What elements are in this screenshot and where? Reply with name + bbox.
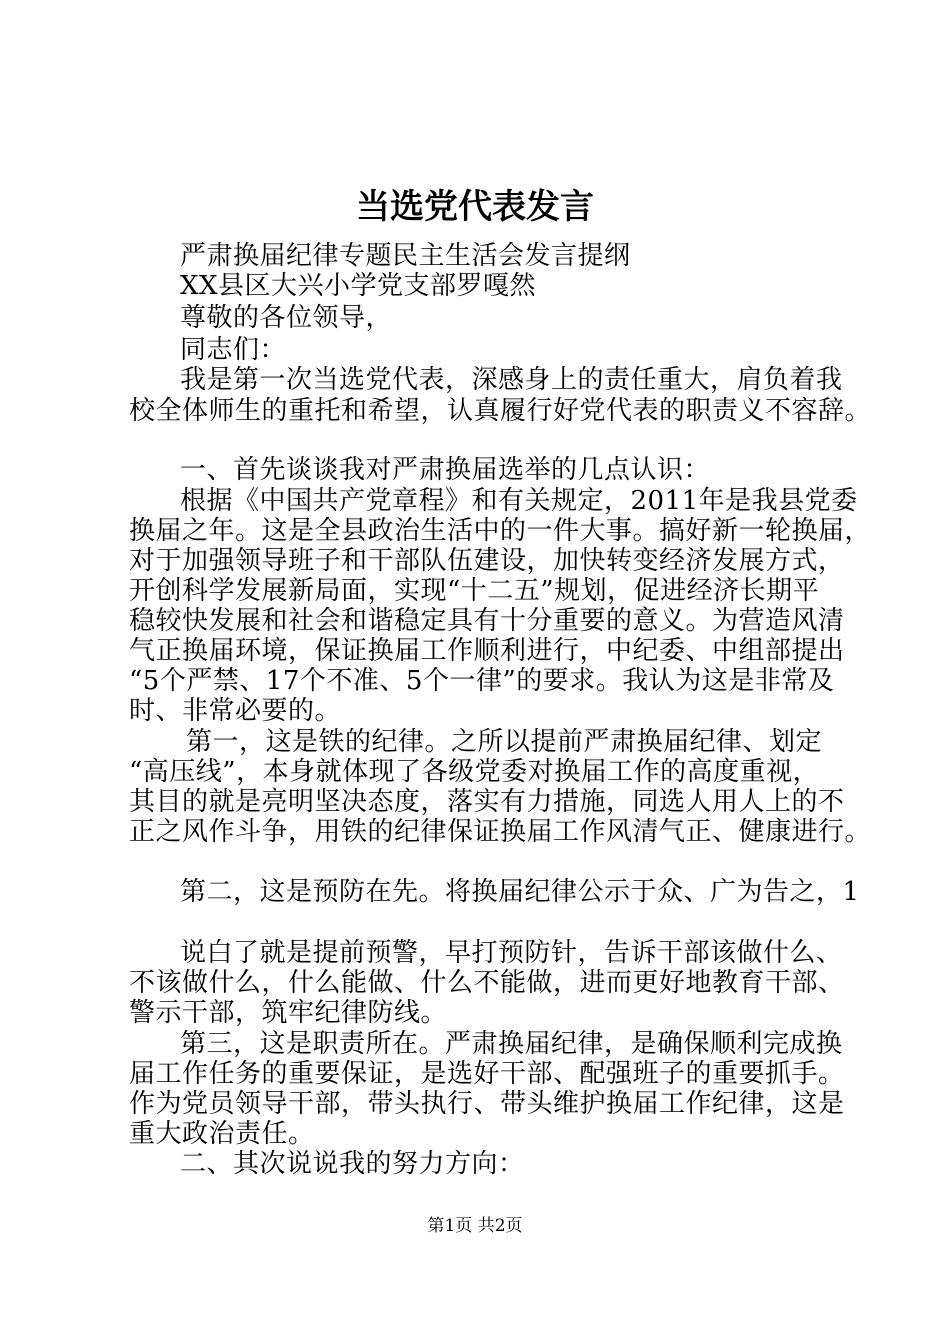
body-line: 作为党员领导干部，带头执行、带头维护换届工作纪律，这是	[129, 1089, 845, 1119]
page-title: 当选党代表发言	[356, 187, 594, 227]
body-line: 重大政治责任。	[129, 1119, 315, 1149]
body-line: 正之风作斗争，用铁的纪律保证换届工作风清气正、健康进行。	[129, 817, 872, 847]
body-line: 警示干部，筑牢纪律防线。	[129, 998, 448, 1028]
body-line: 气正换届环境，保证换届工作顺利进行，中纪委、中组部提出	[129, 636, 845, 666]
salutation-line: 尊敬的各位领导，	[180, 303, 393, 333]
section-heading: 二、其次说说我的努力方向：	[180, 1149, 525, 1179]
page-footer: 第1页 共2页	[427, 1216, 523, 1236]
body-line: “高压线”，本身就体现了各级党委对换届工作的高度重视，	[129, 757, 820, 787]
section-heading: 一、首先谈谈我对严肃换届选举的几点认识：	[180, 455, 711, 485]
subtitle-line: 严肃换届纪律专题民主生活会发言提纲	[180, 241, 631, 271]
author-line: XX县区大兴小学党支部罗嘎然	[180, 271, 537, 301]
body-line: 换届之年。这是全县政治生活中的一件大事。搞好新一轮换届，	[129, 516, 872, 546]
body-line: 校全体师生的重托和希望，认真履行好党代表的职责义不容辞。	[129, 396, 872, 426]
body-line: 第一，这是铁的纪律。之所以提前严肃换届纪律、划定	[186, 727, 823, 757]
body-line: 对于加强领导班子和干部队伍建设，加快转变经济发展方式，	[129, 546, 845, 576]
body-line: 不该做什么，什么能做、什么不能做，进而更好地教育干部、	[129, 968, 845, 998]
body-line: 其目的就是亮明坚决态度，落实有力措施，同选人用人上的不	[129, 787, 845, 817]
body-line: 第三，这是职责所在。严肃换届纪律，是确保顺利完成换	[180, 1029, 843, 1059]
body-line: “5个严禁、17个不准、5个一律”的要求。我认为这是非常及	[129, 666, 835, 696]
salutation-line: 同志们：	[180, 335, 287, 365]
body-line: 届工作任务的重要保证，是选好干部、配强班子的重要抓手。	[129, 1059, 845, 1089]
body-line: 第二，这是预防在先。将换届纪律公示于众、广为告之，1	[180, 877, 860, 907]
body-line: 开创科学发展新局面，实现“十二五”规划，促进经济长期平	[129, 576, 820, 606]
body-line: 根据《中国共产党章程》和有关规定，2011年是我县党委	[180, 486, 858, 516]
body-line: 时、非常必要的。	[129, 696, 342, 726]
body-line: 我是第一次当选党代表，深感身上的责任重大，肩负着我	[180, 365, 843, 395]
body-line: 说白了就是提前预警，早打预防针，告诉干部该做什么、	[180, 938, 843, 968]
body-line: 稳较快发展和社会和谐稳定具有十分重要的意义。为营造风清	[129, 606, 845, 636]
